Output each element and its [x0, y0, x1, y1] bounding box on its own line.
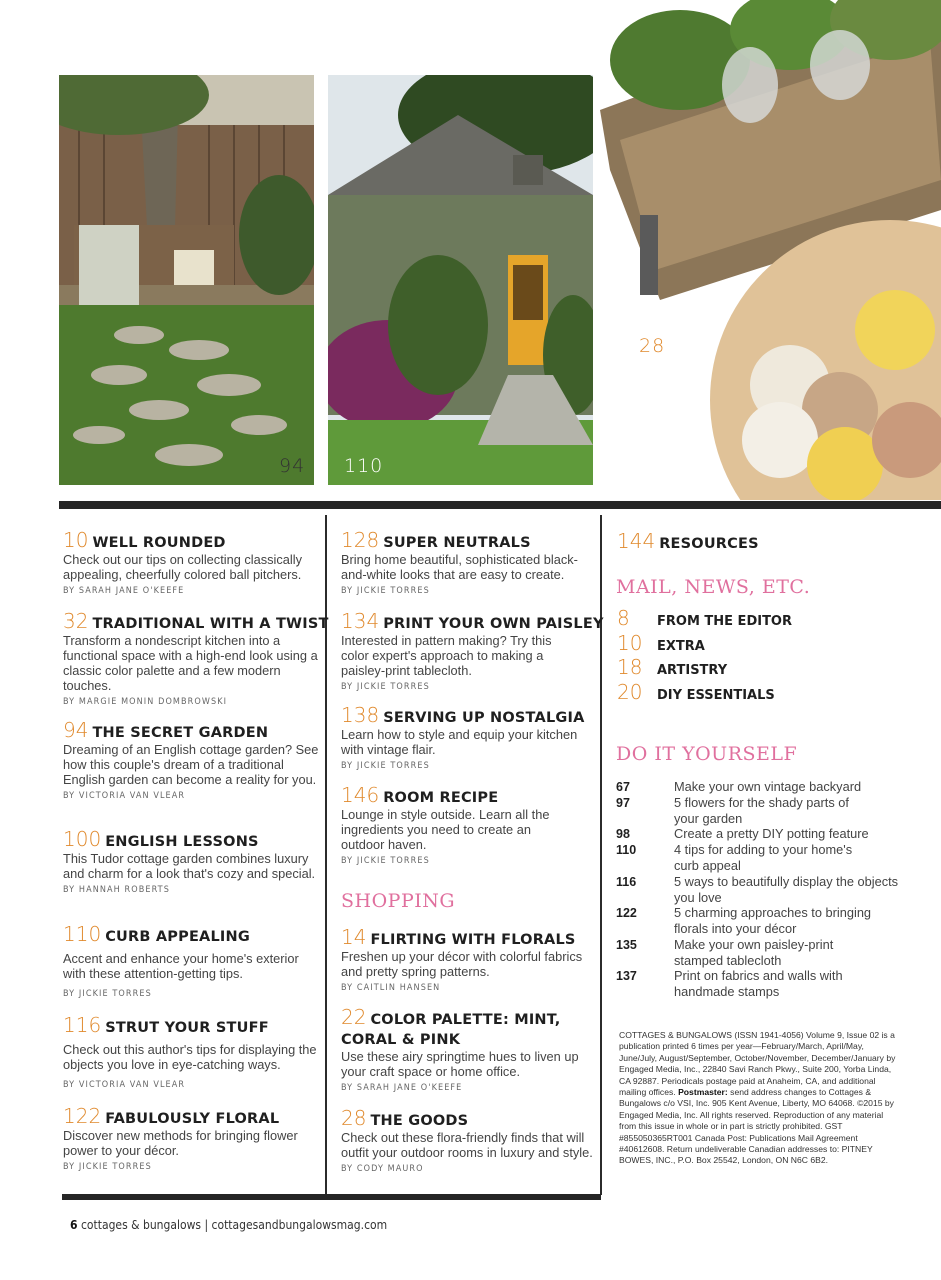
- story-description: Accent and enhance your home's exterior with these attention-getting tips.: [63, 951, 299, 981]
- mail-item[interactable]: [617, 606, 792, 630]
- story-item[interactable]: [63, 1014, 323, 1090]
- story-title: WELL ROUNDED: [92, 535, 226, 551]
- story-title: ROOM RECIPE: [383, 790, 499, 806]
- story-item[interactable]: [63, 529, 323, 596]
- story-title: FLIRTING WITH FLORALS: [370, 932, 576, 948]
- story-description: Bring home beautiful, sophisticated black-and-white looks that are easy to create.: [341, 552, 578, 582]
- story-description: Dreaming of an English cottage garden? See how this couple's dream of a traditional English garden can become a reality for you.: [63, 742, 319, 787]
- story-title: PRINT YOUR OWN PAISLEY: [383, 616, 604, 632]
- diy-text: 5 flowers for the shady parts of your garden: [674, 795, 849, 826]
- story-page-number: 116: [63, 1013, 102, 1037]
- story-item[interactable]: [341, 1006, 596, 1093]
- story-byline: BY VICTORIA VAN VLEAR: [63, 1080, 186, 1090]
- story-title: FABULOUSLY FLORAL: [105, 1111, 280, 1127]
- story-description: This Tudor cottage garden combines luxury and charm for a look that's cozy and special.: [63, 851, 316, 881]
- diy-page-number: 98: [616, 827, 630, 841]
- diy-item[interactable]: [616, 905, 916, 937]
- page-footer: [70, 1218, 387, 1232]
- mail-title: FROM THE EDITOR: [657, 614, 792, 629]
- story-page-number: 28: [341, 1106, 367, 1130]
- story-byline: BY CAITLIN HANSEN: [341, 983, 441, 993]
- story-description: Check out this author's tips for displaying the objects you love in eye-catching ways.: [63, 1042, 317, 1072]
- story-byline: BY JICKIE TORRES: [341, 682, 430, 692]
- diy-item[interactable]: [616, 842, 916, 874]
- story-title: COLOR PALETTE: MINT,: [370, 1012, 561, 1028]
- story-title: TRADITIONAL WITH A TWIST: [92, 616, 329, 632]
- diy-item[interactable]: [616, 874, 916, 906]
- story-page-number: 146: [341, 783, 380, 807]
- diy-item[interactable]: [616, 779, 916, 795]
- story-title: STRUT YOUR STUFF: [105, 1020, 269, 1036]
- garden-bench-photo: [59, 75, 314, 485]
- mail-item[interactable]: [617, 655, 727, 679]
- story-description: Lounge in style outside. Learn all the ingredients you need to create an outdoor haven.: [341, 807, 550, 852]
- story-description: Check out our tips on collecting classically appealing, cheerfully colored ball pitchers.: [63, 552, 302, 582]
- resources-item[interactable]: [617, 530, 877, 552]
- diy-item[interactable]: [616, 937, 916, 969]
- story-description: Freshen up your décor with colorful fabrics and pretty spring patterns.: [341, 949, 583, 979]
- story-title: SUPER NEUTRALS: [383, 535, 531, 551]
- story-byline: BY VICTORIA VAN VLEAR: [63, 791, 186, 801]
- story-item[interactable]: [341, 784, 596, 866]
- diy-text: 5 ways to beautifully display the objects you love: [674, 874, 899, 905]
- mail-page-number: 18: [617, 655, 643, 679]
- story-page-number: 110: [63, 922, 102, 946]
- mail-page-number: 20: [617, 680, 643, 704]
- story-page-number: 94: [63, 718, 89, 742]
- story-item[interactable]: [63, 923, 323, 999]
- diy-page-number: 110: [616, 843, 637, 857]
- bottom-rule: [62, 1194, 601, 1200]
- diy-page-number: 97: [616, 796, 630, 810]
- story-page-number: 122: [63, 1104, 102, 1128]
- story-page-number: 32: [63, 609, 89, 633]
- planter-macarons-photo: [600, 0, 941, 500]
- story-item[interactable]: [63, 609, 329, 707]
- fineprint-postmaster: Postmaster:: [678, 1087, 728, 1098]
- story-description: Use these airy springtime hues to liven up your craft space or home office.: [341, 1049, 579, 1079]
- diy-text: 4 tips for adding to your home's curb appeal: [674, 842, 853, 873]
- story-page-number: 100: [63, 827, 102, 851]
- footer-page-number: 6: [70, 1218, 78, 1232]
- story-item[interactable]: [341, 529, 596, 596]
- diy-page-number: 122: [616, 906, 637, 920]
- photo-page-number: 110: [344, 455, 384, 477]
- story-byline: BY JICKIE TORRES: [341, 586, 430, 596]
- diy-text: Make your own vintage backyard: [674, 779, 862, 794]
- story-byline: BY JICKIE TORRES: [341, 761, 430, 771]
- story-byline: BY JICKIE TORRES: [63, 989, 152, 999]
- story-page-number: 128: [341, 528, 380, 552]
- story-byline: BY JICKIE TORRES: [341, 856, 430, 866]
- story-description: Discover new methods for bringing flower power to your décor.: [63, 1128, 298, 1158]
- mail-title: DIY ESSENTIALS: [657, 688, 775, 703]
- story-title: ENGLISH LESSONS: [105, 834, 259, 850]
- diy-text: Print on fabrics and walls with handmade stamps: [674, 968, 843, 999]
- cottage-photo: [328, 75, 593, 485]
- diy-heading: DO IT YOURSELF: [616, 743, 798, 765]
- diy-text: Create a pretty DIY potting feature: [674, 826, 869, 841]
- fineprint-part2: send address changes to Cottages & Bungalows c/o VSI, Inc. 905 Kent Avenue, Liberty, MO 64068. ©2015 by Engaged Media, Inc. All rights reserved. Reproduction of any material from this issue in whole or in part is strictly prohibited. GST #855050365RT001 Canada Post: Publications Mail Agreement #40612608. Return undeliverable Canadian addresses to: PITNEY BOWES, INC., P.O. Box 25542, London, ON N6C 6B2.: [619, 1087, 894, 1166]
- resources-title: RESOURCES: [659, 536, 759, 552]
- diy-page-number: 135: [616, 938, 637, 952]
- diy-item[interactable]: [616, 795, 916, 827]
- story-description: Interested in pattern making? Try this color expert's approach to making a paisley-print tablecloth.: [341, 633, 552, 678]
- story-page-number: 22: [341, 1005, 367, 1029]
- photo-page-number: 28: [639, 335, 666, 357]
- mail-title: EXTRA: [657, 639, 705, 654]
- photo-page-number: 94: [279, 455, 306, 477]
- story-page-number: 138: [341, 703, 380, 727]
- resources-page-number: 144: [617, 529, 656, 553]
- story-byline: BY HANNAH ROBERTS: [63, 885, 170, 895]
- story-title: THE SECRET GARDEN: [92, 725, 269, 741]
- shopping-heading: SHOPPING: [341, 890, 456, 912]
- mail-page-number: 10: [617, 631, 643, 655]
- story-description: Check out these flora-friendly finds that will outfit your outdoor rooms in luxury and style.: [341, 1130, 593, 1160]
- mail-item[interactable]: [617, 680, 775, 704]
- story-item[interactable]: [341, 926, 596, 993]
- story-item[interactable]: [63, 828, 323, 895]
- mail-item[interactable]: [617, 631, 705, 655]
- story-item[interactable]: [341, 704, 596, 771]
- publication-fineprint: [619, 1030, 901, 1167]
- story-title: SERVING UP NOSTALGIA: [383, 710, 585, 726]
- story-byline: BY JICKIE TORRES: [63, 1162, 152, 1172]
- story-byline: BY CODY MAURO: [341, 1164, 424, 1174]
- top-rule: [59, 501, 941, 509]
- diy-page-number: 67: [616, 780, 630, 794]
- story-item[interactable]: [63, 1105, 323, 1172]
- story-item[interactable]: [341, 609, 604, 692]
- mail-title: ARTISTRY: [657, 663, 728, 678]
- diy-item[interactable]: [616, 968, 916, 1000]
- story-byline: BY SARAH JANE O'KEEFE: [341, 1083, 463, 1093]
- mail-page-number: 8: [617, 606, 630, 630]
- story-description: Learn how to style and equip your kitchen with vintage flair.: [341, 727, 578, 757]
- fineprint-part1: COTTAGES & BUNGALOWS (ISSN 1941-4056) Volume 9, Issue 02 is a publication printed 6 times per year—February/March, April/May, June/July, August/September, October/November, December/January by Engaged Media, Inc., 22840 Savi Ranch Pkwy., Suite 200, Yorba Linda, CA 92887. Periodicals postage paid at Anaheim, CA, and additional mailing offices.: [619, 1030, 896, 1098]
- story-byline: BY SARAH JANE O'KEEFE: [63, 586, 185, 596]
- diy-page-number: 137: [616, 969, 637, 983]
- story-title: THE GOODS: [370, 1113, 469, 1129]
- story-byline: BY MARGIE MONIN DOMBROWSKI: [63, 697, 228, 707]
- story-title-line-2: CORAL & PINK: [341, 1032, 461, 1048]
- mail-news-heading: MAIL, NEWS, ETC.: [616, 576, 811, 598]
- footer-text: cottages & bungalows | cottagesandbungalowsmag.com: [80, 1218, 388, 1232]
- story-title: CURB APPEALING: [105, 929, 250, 945]
- story-page-number: 134: [341, 609, 380, 633]
- story-page-number: 14: [341, 925, 367, 949]
- diy-item[interactable]: [616, 826, 916, 842]
- diy-text: 5 charming approaches to bringing florals into your décor: [674, 905, 872, 936]
- diy-text: Make your own paisley-print stamped tablecloth: [674, 937, 834, 968]
- story-item[interactable]: [341, 1107, 600, 1174]
- story-page-number: 10: [63, 528, 89, 552]
- diy-page-number: 116: [616, 875, 637, 889]
- story-item[interactable]: [63, 719, 323, 801]
- story-description: Transform a nondescript kitchen into a functional space with a high-end look using a classic color palette and a few modern touches.: [63, 633, 318, 693]
